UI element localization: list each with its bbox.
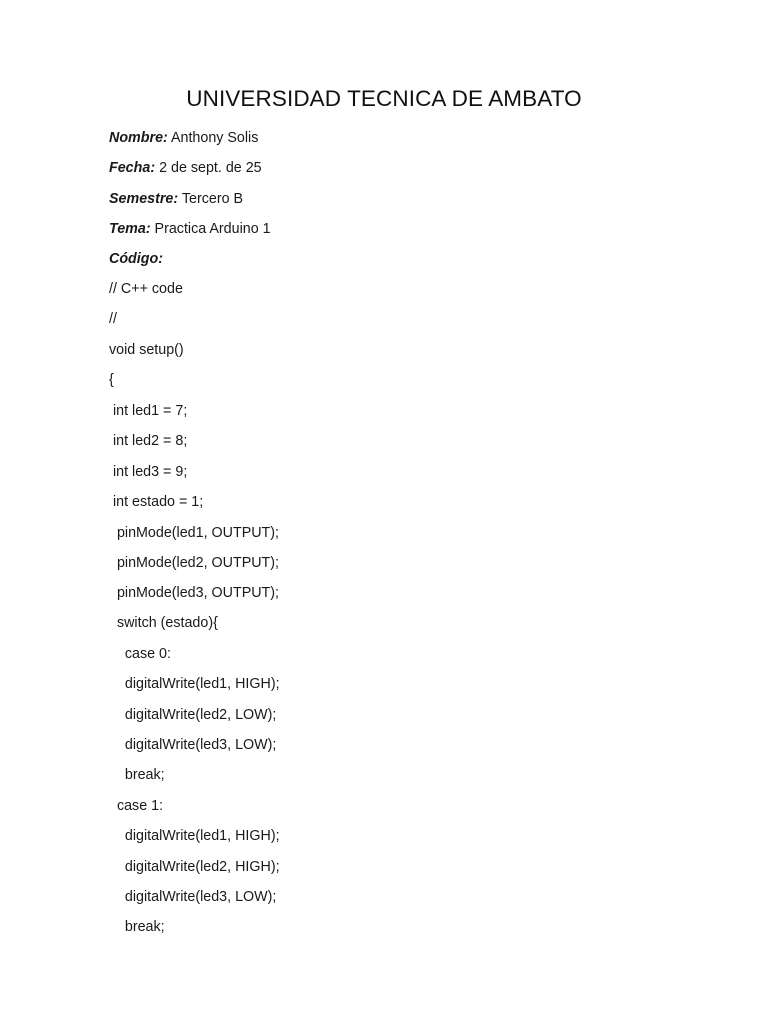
field-label: Semestre: (109, 191, 179, 207)
code-line: switch (estado){ (109, 615, 218, 631)
code-line: void setup() (109, 342, 184, 358)
code-line: // (109, 311, 117, 327)
code-line: digitalWrite(led1, HIGH); (109, 676, 280, 692)
code-line: int led1 = 7; (109, 403, 188, 419)
code-line: pinMode(led3, OUTPUT); (109, 585, 280, 601)
field-tema (109, 221, 271, 237)
field-label: Código: (109, 251, 163, 267)
code-line: int led3 = 9; (109, 464, 188, 480)
code-line: pinMode(led2, OUTPUT); (109, 555, 280, 571)
code-line: { (109, 372, 114, 388)
code-line: // C++ code (109, 281, 183, 297)
code-line: digitalWrite(led3, LOW); (109, 889, 277, 905)
field-label: Nombre: (109, 130, 168, 146)
code-line: int led2 = 8; (109, 433, 188, 449)
field-value: Anthony Solis (167, 130, 259, 146)
code-line: break; (109, 767, 165, 783)
field-fecha (109, 160, 262, 176)
code-line: digitalWrite(led3, LOW); (109, 737, 277, 753)
field-label: Fecha: (109, 160, 156, 176)
code-line: pinMode(led1, OUTPUT); (109, 525, 280, 541)
code-line: int estado = 1; (109, 494, 204, 510)
code-line: digitalWrite(led1, HIGH); (109, 828, 280, 844)
field-value: Tercero B (178, 191, 244, 207)
code-line: break; (109, 919, 165, 935)
field-label: Tema: (109, 221, 151, 237)
field-semestre (109, 191, 243, 207)
field-codigo (109, 251, 163, 267)
field-value: 2 de sept. de 25 (155, 160, 262, 176)
field-value: Practica Arduino 1 (150, 221, 271, 237)
code-line: case 1: (109, 798, 164, 814)
field-nombre (109, 130, 258, 146)
code-line: case 0: (109, 646, 171, 662)
code-line: digitalWrite(led2, LOW); (109, 707, 277, 723)
code-line: digitalWrite(led2, HIGH); (109, 859, 280, 875)
document-title: UNIVERSIDAD TECNICA DE AMBATO (186, 86, 582, 111)
